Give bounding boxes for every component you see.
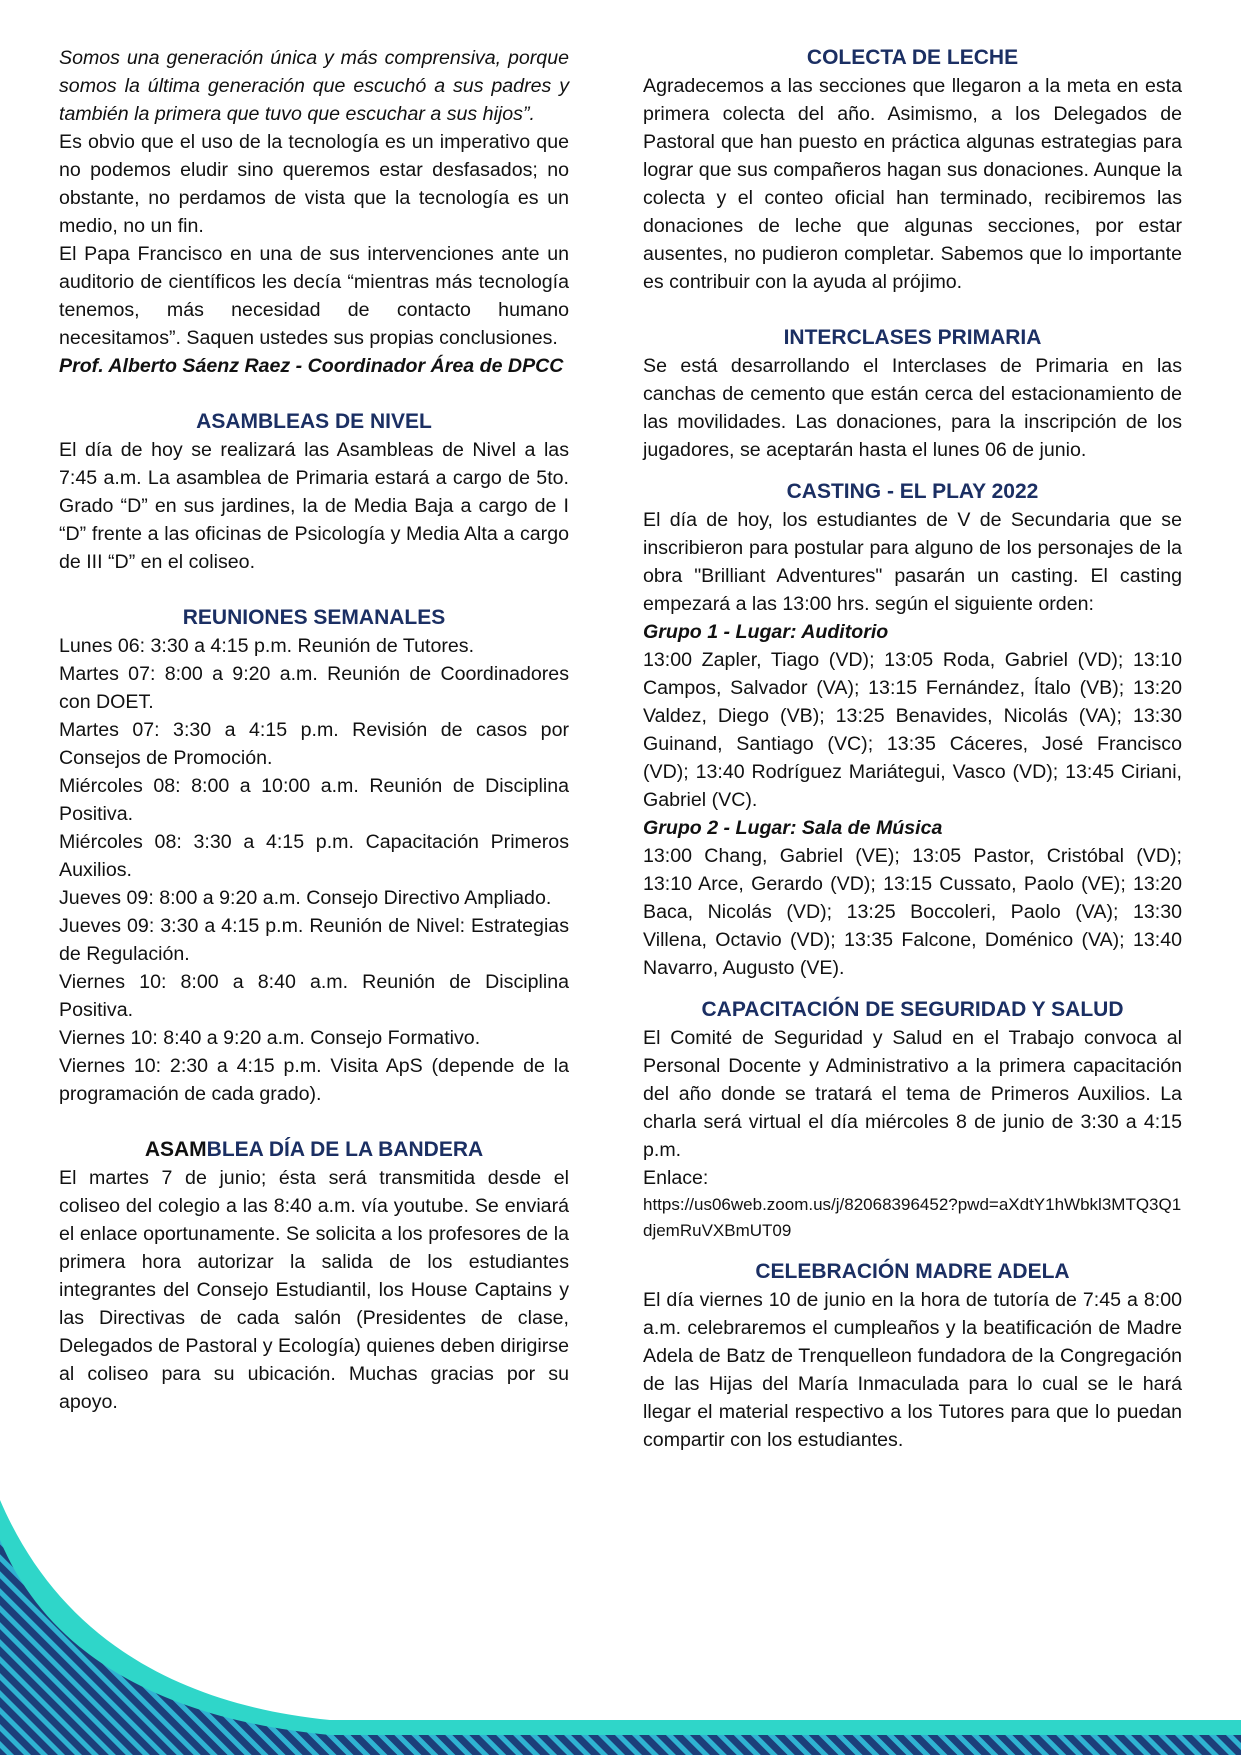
seguridad-link-label: Enlace: xyxy=(643,1167,709,1189)
list-item: Miércoles 08: 8:00 a 10:00 a.m. Reunión de Disciplina Positiva. xyxy=(59,775,569,825)
bandera-title-part2: BLEA DÍA DE LA BANDERA xyxy=(206,1138,484,1161)
list-item: Lunes 06: 3:30 a 4:15 p.m. Reunión de Tutores. xyxy=(59,635,475,657)
reuniones-list xyxy=(59,632,569,1108)
intro-paragraph-2: El Papa Francisco en una de sus intervenciones ante un auditorio de científicos les decía “mientras más tecnología tenemos, más necesidad de contacto humano necesitamos”. Saquen ustedes sus propias conclusiones. xyxy=(59,243,569,349)
seguridad-body: El Comité de Seguridad y Salud en el Trabajo convoca al Personal Docente y Administrativo a la primera capacitación del año donde se tratará el tema de Primeros Auxilios. La charla será virtual el día miércoles 8 de junio de 3:30 a 4:15 p.m. xyxy=(643,1027,1182,1161)
list-item: Miércoles 08: 3:30 a 4:15 p.m. Capacitación Primeros Auxilios. xyxy=(59,831,569,881)
list-item: Viernes 10: 8:40 a 9:20 a.m. Consejo Formativo. xyxy=(59,1027,481,1049)
reuniones-title: REUNIONES SEMANALES xyxy=(182,606,446,629)
casting-group1-label: Grupo 1 - Lugar: Auditorio xyxy=(643,621,889,643)
bandera-body: El martes 7 de junio; ésta será transmitida desde el coliseo del colegio a las 8:40 a.m. vía youtube. Se enviará el enlace oportunamente. Se solicita a los profesores de la primera hora autorizar la salida de los estudiantes integrantes del Consejo Estudiantil, los House Captains y las Directivas de cada salón (Presidentes de clase, Delegados de Pastoral y Ecología) quienes deben dirigirse al coliseo para su ubicación. Muchas gracias por su apoyo. xyxy=(59,1167,569,1413)
bandera-title-part1: ASAM xyxy=(144,1138,207,1161)
left-column xyxy=(59,44,569,1416)
intro-paragraph-1: Es obvio que el uso de la tecnología es un imperativo que no podemos eludir sino queremos estar desfasados; no obstante, no perdamos de vista que la tecnología es un medio, no un fin. xyxy=(59,131,569,237)
casting-group2-label: Grupo 2 - Lugar: Sala de Música xyxy=(643,817,943,839)
list-item: Jueves 09: 3:30 a 4:15 p.m. Reunión de Nivel: Estrategias de Regulación. xyxy=(59,915,569,965)
casting-body: El día de hoy, los estudiantes de V de Secundaria que se inscribieron para postular para alguno de los personajes de la obra "Brilliant Adventures" pasarán un casting. El casting empezará a las 13:00 hrs. según el siguiente orden: xyxy=(643,509,1182,615)
interclases-body: Se está desarrollando el Interclases de Primaria en las canchas de cemento que están cerca del estacionamiento de las movilidades. Las donaciones, para la inscripción de los jugadores, se aceptarán hasta el lunes 06 de junio. xyxy=(643,355,1182,461)
list-item: Martes 07: 3:30 a 4:15 p.m. Revisión de casos por Consejos de Promoción. xyxy=(59,719,569,769)
right-column xyxy=(643,44,1182,1454)
adela-title: CELEBRACIÓN MADRE ADELA xyxy=(755,1260,1070,1283)
intro-signature: Prof. Alberto Sáenz Raez - Coordinador Área de DPCC xyxy=(59,355,564,377)
asambleas-title: ASAMBLEAS DE NIVEL xyxy=(196,410,432,433)
leche-title: COLECTA DE LECHE xyxy=(806,46,1019,69)
list-item: Viernes 10: 8:00 a 8:40 a.m. Reunión de Disciplina Positiva. xyxy=(59,971,569,1021)
casting-title: CASTING - EL PLAY 2022 xyxy=(786,480,1039,503)
bandera-title xyxy=(59,1136,569,1164)
list-item: Viernes 10: 2:30 a 4:15 p.m. Visita ApS (depende de la programación de cada grado). xyxy=(59,1055,569,1105)
list-item: Jueves 09: 8:00 a 9:20 a.m. Consejo Directivo Ampliado. xyxy=(59,887,552,909)
list-item: Martes 07: 8:00 a 9:20 a.m. Reunión de Coordinadores con DOET. xyxy=(59,663,569,713)
seguridad-title: CAPACITACIÓN DE SEGURIDAD Y SALUD xyxy=(701,998,1124,1021)
zoom-link[interactable]: https://us06web.zoom.us/j/82068396452?pwd=aXdtY1hWbkl3MTQ3Q1djemRuVXBmUT09 xyxy=(643,1195,1182,1240)
intro-quote: Somos una generación única y más comprensiva, porque somos la última generación que escuchó a sus padres y también la primera que tuvo que escuchar a sus hijos”. xyxy=(59,47,569,125)
interclases-title: INTERCLASES PRIMARIA xyxy=(783,326,1042,349)
casting-group1: 13:00 Zapler, Tiago (VD); 13:05 Roda, Gabriel (VD); 13:10 Campos, Salvador (VA); 13:15 Fernández, Ítalo (VB); 13:20 Valdez, Diego (VB); 13:25 Benavides, Nicolás (VA); 13:30 Guinand, Santiago (VC); 13:35 Cáceres, José Francisco (VD); 13:40 Rodríguez Mariátegui, Vasco (VD); 13:45 Ciriani, Gabriel (VC). xyxy=(643,649,1182,811)
casting-group2: 13:00 Chang, Gabriel (VE); 13:05 Pastor, Cristóbal (VD); 13:10 Arce, Gerardo (VD); 13:15 Cussato, Paolo (VE); 13:20 Baca, Nicolás (VD); 13:25 Boccoleri, Paolo (VA); 13:30 Villena, Octavio (VD); 13:35 Falcone, Doménico (VA); 13:40 Navarro, Augusto (VE). xyxy=(643,845,1182,979)
leche-body: Agradecemos a las secciones que llegaron a la meta en esta primera colecta del año. Asimismo, a los Delegados de Pastoral que han puesto en práctica algunas estrategias para lograr que sus compañeros hagan sus donaciones. Aunque la colecta y el conteo oficial han terminado, recibiremos las donaciones de leche que algunas secciones, por estar ausentes, no pudieron completar. Sabemos que lo importante es contribuir con la ayuda al prójimo. xyxy=(643,75,1182,293)
adela-body: El día viernes 10 de junio en la hora de tutoría de 7:45 a 8:00 a.m. celebraremos el cumpleaños y la beatificación de Madre Adela de Batz de Trenquelleon fundadora de la Congregación de las Hijas del María Inmaculada para lo cual se le hará llegar el material respectivo a los Tutores para que lo puedan compartir con los estudiantes. xyxy=(643,1289,1182,1451)
asambleas-body: El día de hoy se realizará las Asambleas de Nivel a las 7:45 a.m. La asamblea de Primaria estará a cargo de 5to. Grado “D” en sus jardines, la de Media Baja a cargo de I “D” frente a las oficinas de Psicología y Media Alta a cargo de III “D” en el coliseo. xyxy=(59,439,569,573)
